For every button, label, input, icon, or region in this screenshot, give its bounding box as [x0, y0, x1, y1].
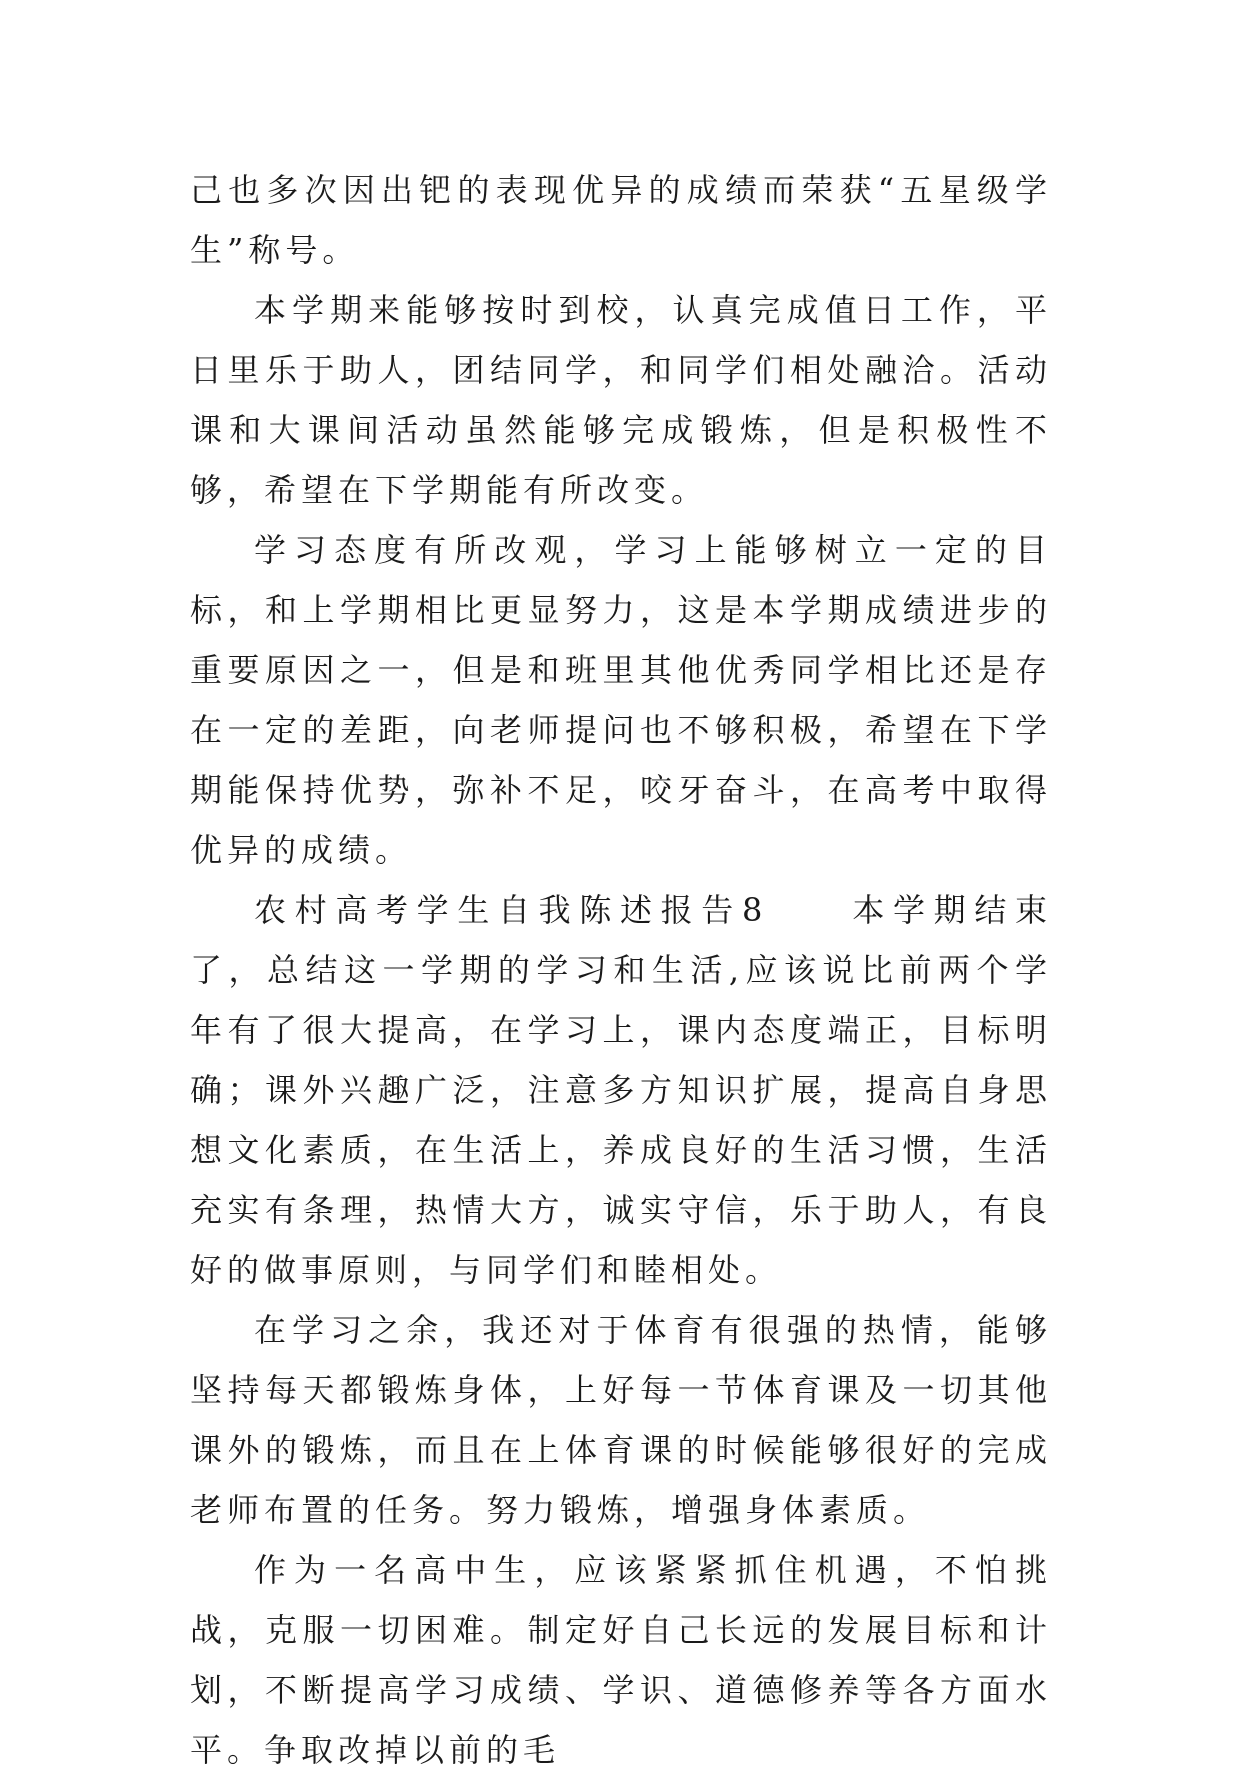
paragraph-4: 农村高考学生自我陈述报告8 本学期结束了，总结这一学期的学习和生活,应该说比前两个学年有了很大提高，在学习上，课内态度端正，目标明确；课外兴趣广泛，注意多方知识扩展，提高自身思想文化素质，在生活上，养成良好的生活习惯，生活充实有条理，热情大方，诚实守信，乐于助人，有良好的做事原则，与同学们和睦相处。	[190, 891, 1052, 1289]
paragraph-2: 本学期来能够按时到校，认真完成值日工作，平日里乐于助人，团结同学，和同学们相处融洽。活动课和大课间活动虽然能够完成锻炼，但是积极性不够，希望在下学期能有所改变。	[190, 291, 1052, 509]
document-body	[190, 160, 1052, 1780]
paragraph-6: 作为一名高中生，应该紧紧抓住机遇，不怕挑战，克服一切困难。制定好自己长远的发展目标和计划，不断提高学习成绩、学识、道德修养等各方面水平。争取改掉以前的毛	[190, 1551, 1052, 1769]
paragraph-1: 己也多次因出钯的表现优异的成绩而荣获“五星级学生”称号。	[190, 171, 1052, 269]
paragraph-3: 学习态度有所改观，学习上能够树立一定的目标，和上学期相比更显努力，这是本学期成绩进步的重要原因之一，但是和班里其他优秀同学相比还是存在一定的差距，向老师提问也不够积极，希望在下学期能保持优势，弥补不足，咬牙奋斗，在高考中取得优异的成绩。	[190, 531, 1052, 869]
paragraph-5: 在学习之余，我还对于体育有很强的热情，能够坚持每天都锻炼身体，上好每一节体育课及一切其他课外的锻炼，而且在上体育课的时候能够很好的完成老师布置的任务。努力锻炼，增强身体素质。	[190, 1311, 1052, 1529]
